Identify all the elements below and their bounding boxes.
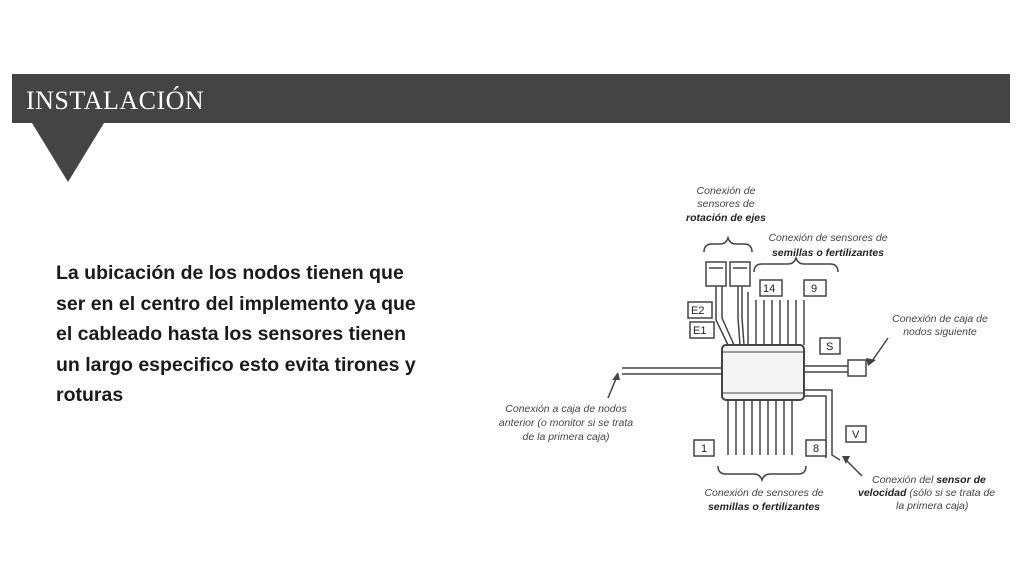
box-e1-label: E1 [693, 325, 707, 337]
box-v-label: V [852, 429, 860, 441]
label-next-1: Conexión de caja de [892, 313, 988, 325]
body-line: un largo especifico esto evita tirones y [56, 353, 416, 376]
slide-title: INSTALACIÓN [26, 86, 205, 115]
bottom-wires [728, 400, 792, 455]
label-prev-1: Conexión a caja de nodos [505, 403, 627, 415]
e2-connector [706, 262, 726, 286]
label-axis-3: rotación de ejes [686, 212, 766, 224]
body-line: el cableado hasta los sensores tienen [56, 323, 407, 345]
label-seeds-top-2: semillas o fertilizantes [771, 247, 885, 259]
box-1-label: 1 [701, 443, 708, 455]
label-speed-3: la primera caja) [896, 500, 969, 512]
axis-brace [704, 238, 752, 252]
body-line: La ubicación de los nodos tienen que [56, 262, 404, 284]
box-9-label: 9 [811, 283, 818, 295]
label-prev-2: anterior (o monitor si se trata [498, 417, 634, 429]
box-14-label: 14 [763, 283, 776, 295]
label-axis-1: Conexión de [696, 185, 756, 197]
label-axis-2: sensores de [697, 198, 755, 210]
label-seeds-top-1: Conexión de sensores de [768, 232, 888, 244]
top-wires [748, 292, 804, 345]
e1-connector [730, 262, 750, 286]
seeds-top-brace [754, 258, 838, 272]
label-speed-1: Conexión del sensor de [872, 474, 986, 486]
box-s-label: S [826, 341, 834, 353]
label-next-2: nodos siguiente [903, 326, 977, 338]
label-speed-2: velocidad (sólo si se trata de [858, 487, 996, 499]
label-seeds-bottom-1: Conexión de sensores de [704, 487, 824, 499]
next-node-plug [848, 360, 866, 376]
axis-sensor-wires [716, 286, 744, 345]
node-box [722, 345, 804, 400]
label-seeds-bottom-2: semillas o fertilizantes [707, 501, 821, 513]
seeds-bottom-brace [718, 466, 806, 480]
label-prev-3: de la primera caja) [522, 431, 610, 443]
body-line: ser en el centro del implemento ya que [56, 292, 416, 315]
box-e2-label: E2 [691, 305, 705, 317]
box-8-label: 8 [813, 443, 820, 455]
body-line: roturas [56, 384, 124, 406]
